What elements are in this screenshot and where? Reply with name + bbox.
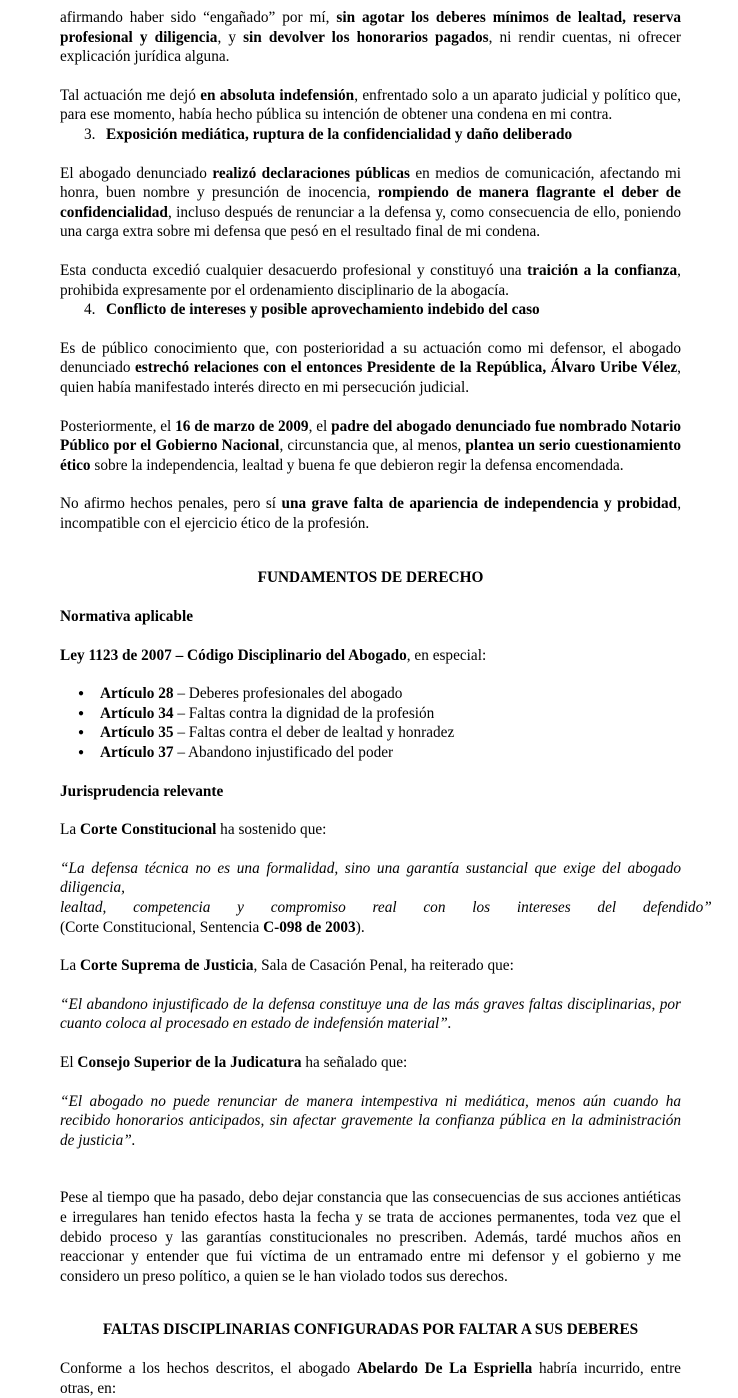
paragraph-corte-suprema	[60, 956, 681, 976]
article-number: Artículo 35	[100, 724, 174, 742]
paragraph-notario	[60, 417, 681, 476]
text: El abogado denunciado	[60, 164, 213, 182]
text: (Corte Constitucional, Sentencia	[60, 918, 264, 936]
heading-faltas	[60, 1320, 681, 1340]
quote-line: lealtad, competencia y compromiso real con los intereses del defendido”	[60, 899, 712, 916]
bold-text: en absoluta indefensión	[200, 86, 355, 104]
bold-text: Ley 1123 de 2007 – Código Disciplinario del Abogado	[60, 646, 407, 664]
bold-text: Corte Suprema de Justicia	[79, 957, 254, 975]
articles-list	[60, 684, 681, 762]
bold-text: traición a la confianza	[527, 261, 678, 279]
article-number: Artículo 37	[100, 744, 174, 762]
subheading-text: Normativa aplicable	[60, 608, 193, 626]
bold-text: estrechó relaciones con el entonces Presidente de la República, Álvaro Uribe Vélez	[135, 359, 678, 377]
article-number: Artículo 34	[100, 704, 174, 722]
text: La	[60, 821, 80, 839]
text: , circunstancia que, al menos,	[279, 437, 466, 455]
text: sobre la independencia, lealtad y buena fe que debieron regir la defensa encomendada.	[90, 456, 624, 474]
text: Tal actuación me dejó	[60, 86, 201, 104]
heading-fundamentos	[60, 568, 681, 588]
paragraph-engano	[60, 8, 681, 67]
text: ha sostenido que:	[216, 821, 327, 839]
paragraph-ley	[60, 646, 681, 666]
article-desc: – Abandono injustificado del poder	[173, 744, 394, 762]
text: El	[60, 1053, 78, 1071]
text: afirmando haber sido “engañado” por mí,	[60, 9, 337, 26]
section-title: Conflicto de intereses y posible aprovechamiento indebido del caso	[106, 301, 540, 319]
bold-text: C-098 de 2003	[263, 918, 356, 936]
bold-text: padre del abogado denunciado fue nombrado Notario Público por el Gobierno Nacional	[60, 417, 682, 455]
list-item	[100, 704, 681, 724]
text: No afirmo hechos penales, pero sí	[60, 495, 282, 513]
article-desc: – Deberes profesionales del abogado	[173, 685, 403, 703]
paragraph-conforme	[60, 1359, 681, 1398]
bold-text: sin agotar los deberes mínimos de lealtad, reserva profesional y diligencia	[60, 9, 681, 46]
bold-text: 16 de marzo de 2009	[175, 417, 309, 435]
paragraph-declaraciones	[60, 164, 681, 242]
list-item	[100, 684, 681, 704]
text: , Sala de Casación Penal, ha reiterado que:	[253, 957, 514, 975]
text: en medios de comunicación, afectando mi honra, buen nombre y presunción de inocencia,	[60, 164, 681, 202]
text: , el	[308, 417, 332, 435]
text: , incluso después de renunciar a la defensa y, como consecuencia de ello, poniendo una carga extra sobre mi defensa que pesó en el resultado final de mi condena.	[60, 203, 681, 241]
list-item	[100, 723, 681, 743]
text: La	[60, 957, 80, 975]
text: , incompatible con el ejercicio ético de la profesión.	[60, 495, 682, 532]
bold-text: sin devolver los honorarios pagados	[243, 28, 489, 46]
text: Posteriormente, el	[60, 417, 176, 435]
bold-text: Abelardo De La Espriella	[356, 1359, 533, 1377]
text: Esta conducta excedió cualquier desacuerdo profesional y constituyó una	[60, 261, 528, 279]
text: , prohibida expresamente por el ordenamiento disciplinario de la abogacía.	[60, 261, 681, 299]
list-item	[100, 743, 681, 763]
text: , enfrentado solo a un aparato judicial y político que, para ese momento, había hecho pública su intención de obtener una condena en mi contra.	[60, 86, 681, 124]
bold-text: Corte Constitucional	[79, 821, 217, 839]
text: Conforme a los hechos descritos, el abogado	[60, 1359, 357, 1377]
quote-corte-constitucional	[60, 859, 712, 937]
quote-corte-suprema: “El abandono injustificado de la defensa constituye una de las más graves faltas disciplinarias, por cuanto coloca al procesado en estado de indefensión material”.	[60, 995, 681, 1033]
section-title: Exposición mediática, ruptura de la confidencialidad y daño deliberado	[106, 125, 573, 143]
bold-text: Consejo Superior de la Judicatura	[77, 1053, 302, 1071]
text: , quien había manifestado interés directo en mi persecución judicial.	[60, 359, 681, 396]
bold-text: plantea un serio cuestionamiento ético	[60, 437, 681, 474]
paragraph-constancia: Pese al tiempo que ha pasado, debo dejar constancia que las consecuencias de sus acciones antiéticas e irregulares han tenido efectos hasta la fecha y se trata de acciones permanentes, toda vez que el debido proceso y las garantías constitucionales no prescriben. Además, tardé muchos años en reaccionar y entender que fui víctima de un entramado entre mi defensor y el gobierno y me considero un preso político, a quien se le han violado todos sus derechos.	[60, 1189, 681, 1285]
bold-text: realizó declaraciones públicas	[212, 164, 410, 182]
subheading-normativa	[60, 607, 681, 627]
quote-consejo: “El abogado no puede renunciar de manera intempestiva ni mediática, menos aún cuando ha recibido honorarios anticipados, sin afectar gravemente la confianza pública en la administración de justicia”.	[60, 1092, 681, 1149]
paragraph-consejo	[60, 1053, 681, 1073]
text: ha señalado que:	[301, 1053, 408, 1071]
text: ).	[355, 918, 365, 936]
subheading-text: Jurisprudencia relevante	[60, 782, 224, 800]
paragraph-indefension	[60, 86, 681, 125]
text: habría incurrido, entre otras, en:	[60, 1359, 681, 1397]
subheading-jurisprudencia	[60, 782, 681, 802]
text: Es de público conocimiento que, con posterioridad a su actuación como mi defensor, el abogado denunciado	[60, 339, 681, 377]
section-heading-4	[60, 300, 681, 320]
paragraph-corte-constitucional	[60, 820, 681, 840]
heading-text: FUNDAMENTOS DE DERECHO	[257, 569, 484, 587]
section-heading-3	[60, 125, 681, 145]
section-number: 4.	[84, 301, 96, 319]
text: , en especial:	[406, 646, 487, 664]
paragraph-probidad	[60, 494, 681, 533]
section-number: 3.	[84, 125, 96, 143]
bold-text: una grave falta de apariencia de independencia y probidad	[281, 495, 678, 513]
article-number: Artículo 28	[100, 685, 174, 703]
paragraph-relaciones	[60, 339, 681, 398]
quote-line: “La defensa técnica no es una formalidad, sino una garantía sustancial que exige del abogado diligencia,	[60, 859, 681, 897]
heading-text: FALTAS DISCIPLINARIAS CONFIGURADAS POR FALTAR A SUS DEBERES	[102, 1321, 639, 1339]
paragraph-traicion	[60, 261, 681, 300]
quote-citation	[60, 918, 681, 938]
text: , ni rendir cuentas, ni ofrecer explicación jurídica alguna.	[60, 28, 682, 66]
text: , y	[217, 28, 244, 46]
bold-text: rompiendo de manera flagrante el deber de confidencialidad	[60, 184, 681, 221]
article-desc: – Faltas contra la dignidad de la profesión	[173, 704, 435, 722]
article-desc: – Faltas contra el deber de lealtad y honradez	[173, 724, 455, 742]
